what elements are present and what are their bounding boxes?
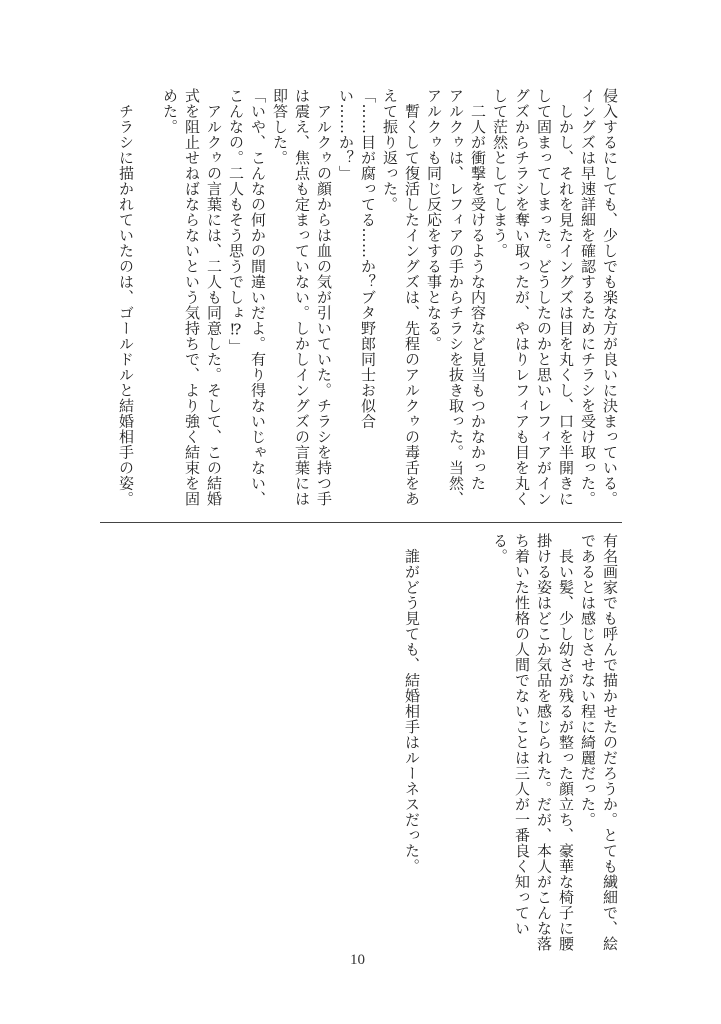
upper-text-block bbox=[101, 88, 621, 516]
text-line: アルクゥも同じ反応をする事となる。 bbox=[425, 88, 443, 352]
text-line: 誰がどう見ても、結婚相手はルーネスだった。 bbox=[403, 533, 421, 874]
text-line: 式を阻止せねばならないという気持ちで、より強く結束を固 bbox=[183, 88, 201, 507]
text-line: 「いや、こんなの何かの間違いだよ。有り得ないじゃない、 bbox=[249, 88, 267, 507]
text-line bbox=[467, 533, 489, 945]
text-line: 長い髪、少し幼さが残るが整った顔立ち、豪華な椅子に腰 bbox=[557, 533, 575, 952]
text-line: 侵入するにしても、少しでも楽な方が良いに決まっている。 bbox=[601, 88, 619, 507]
text-line: ち着いた性格の人間でないことは三人が一番良く知ってい bbox=[513, 533, 531, 936]
text-line: しかし、それを見たイングズは目を丸くし、口を半開きに bbox=[557, 88, 575, 507]
text-line: い……か？」 bbox=[337, 88, 355, 181]
text-line: イングズは早速詳細を確認するためにチラシを受け取った。 bbox=[579, 88, 597, 507]
text-line bbox=[445, 533, 467, 945]
text-line: して茫然としてしまう。 bbox=[491, 88, 509, 259]
text-line: 二人が衝撃を受けるような内容など見当もつかなかった bbox=[469, 88, 487, 491]
text-line: る。 bbox=[491, 533, 509, 564]
text-line: グズからチラシを奪い取ったが、やはりレフィアも目を丸く bbox=[513, 88, 531, 507]
text-line: めた。 bbox=[161, 88, 179, 135]
text-line: 暫くして復活したイングズは、先程のアルクゥの毒舌をあ bbox=[403, 88, 421, 507]
text-line: こんなの。二人もそう思うでしょ⁉」 bbox=[227, 88, 245, 355]
text-line: は震え、焦点も定まっていない。しかしイングズの言葉には bbox=[293, 88, 311, 507]
text-line: アルクゥの言葉には、二人も同意した。そして、この結婚 bbox=[205, 88, 223, 507]
text-line: チラシに描かれていたのは、ゴールドルと結婚相手の姿。 bbox=[117, 88, 135, 507]
text-line: 「……目が腐ってる……か？ブタ野郎同士お似合 bbox=[359, 88, 377, 429]
text-line: えて振り返った。 bbox=[381, 88, 399, 212]
text-line: アルクゥの顔からは血の気が引いていた。チラシを持つ手 bbox=[315, 88, 333, 507]
text-line: アルクゥは、レフィアの手からチラシを抜き取った。当然、 bbox=[447, 88, 465, 507]
text-line: して固まってしまった。どうしたのかと思いレフィアがイン bbox=[535, 88, 553, 507]
divider-rule bbox=[100, 522, 622, 523]
text-line bbox=[423, 533, 445, 945]
text-line bbox=[137, 88, 159, 516]
page-number: 10 bbox=[350, 952, 365, 968]
text-line: 有名画家でも呼んで描かせたのだろうか。とても繊細で、絵 bbox=[601, 533, 619, 952]
text-line: 即答した。 bbox=[271, 88, 289, 166]
lower-text-block bbox=[381, 533, 621, 952]
text-line: 掛ける姿はどこか気品を感じられた。だが、本人がこんな落 bbox=[535, 533, 553, 952]
text-line: であるとは感じさせない程に綺麗だった。 bbox=[579, 533, 597, 828]
